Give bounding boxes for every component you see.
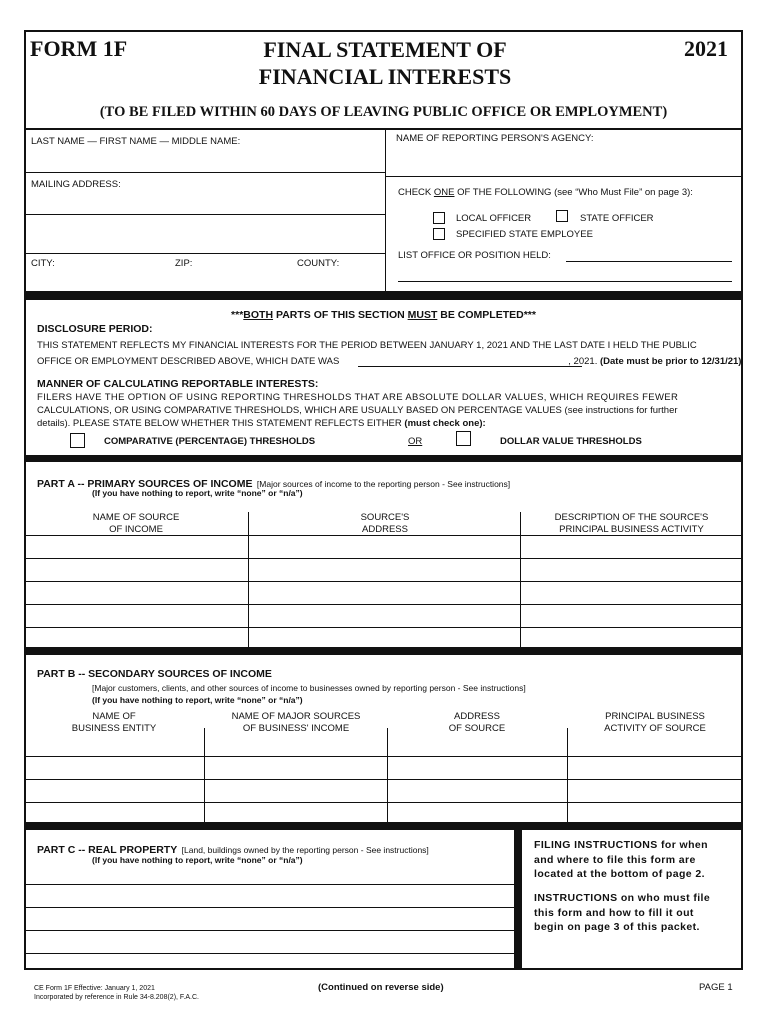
notice-pre: *** (231, 309, 244, 321)
period-date-note: (Date must be prior to 12/31/21) (599, 356, 742, 367)
divider (387, 728, 388, 822)
divider (24, 214, 385, 215)
col-address-l1: SOURCE'S (360, 512, 410, 523)
manner-pre: details). PLEASE STATE BELOW WHETHER THIS STATEMENT REFLECTS EITHER (37, 418, 405, 429)
incorporated-text: Incorporated by reference in Rule 34-8.208(2), F.A.C. (34, 994, 199, 1001)
divider (385, 176, 743, 177)
col-b-activity-l1: PRINCIPAL BUSINESS (605, 711, 705, 722)
effective-text: CE Form 1F Effective: January 1, 2021 (34, 985, 155, 992)
part-c-none-note: (If you have nothing to report, write “none” or “n/a”) (92, 855, 303, 865)
who-l3: begin on page 3 of this packet. (534, 921, 700, 933)
check-post: OF THE FOLLOWING (see “Who Must File” on page 3): (454, 187, 693, 198)
part-c-title: PART C -- REAL PROPERTY (37, 844, 178, 856)
disclosure-period-title: DISCLOSURE PERIOD: (37, 323, 153, 335)
col-address-l2: ADDRESS (362, 524, 408, 535)
manner-text-3 (37, 418, 486, 429)
manner-text-1: FILERS HAVE THE OPTION OF USING REPORTING THRESHOLDS THAT ARE ABSOLUTE DOLLAR VALUES, WHICH REQUIRES FEWER (37, 392, 679, 403)
period-text-2 (37, 356, 741, 367)
part-c-note: [Land, buildings owned by the reporting person - See instructions] (181, 845, 429, 855)
table-row-line (24, 581, 743, 582)
table-row-line (24, 627, 743, 628)
who-l1: INSTRUCTIONS on who must file (534, 892, 711, 904)
section-divider-bar (24, 647, 743, 655)
city-label: CITY: (31, 258, 55, 269)
mailing-address-label: MAILING ADDRESS: (31, 179, 121, 190)
table-row-line (24, 907, 514, 908)
divider (24, 172, 385, 173)
part-b-title: PART B -- SECONDARY SOURCES OF INCOME (37, 668, 272, 680)
divider (24, 128, 743, 130)
section-divider-bar (24, 455, 743, 462)
check-pre: CHECK (398, 187, 434, 198)
position-field[interactable] (566, 261, 732, 262)
form-year: 2021 (684, 36, 728, 61)
zip-label: ZIP: (175, 258, 193, 269)
name-label: LAST NAME — FIRST NAME — MIDDLE NAME: (31, 136, 241, 147)
check-one-emphasis: ONE (433, 187, 455, 198)
who-l2: this form and how to fill it out (534, 906, 694, 919)
table-row-line (24, 779, 743, 780)
part-a-none-note: (If you have nothing to report, write “none” or “n/a”) (92, 488, 303, 498)
position-field-line-2[interactable] (398, 281, 732, 282)
local-officer-label: LOCAL OFFICER (456, 213, 532, 224)
col-sources-l2: OF BUSINESS' INCOME (242, 723, 350, 734)
part-a-note: [Major sources of income to the reporting person - See instructions] (256, 479, 511, 489)
state-officer-checkbox[interactable] (556, 210, 568, 222)
filing-l3: located at the bottom of page 2. (534, 868, 705, 880)
dollar-value-label: DOLLAR VALUE THRESHOLDS (500, 436, 642, 447)
col-activity-l1: DESCRIPTION OF THE SOURCE'S (554, 512, 709, 523)
divider (204, 728, 205, 822)
or-label: OR (408, 436, 423, 447)
table-row-line (24, 535, 743, 536)
state-officer-label: STATE OFFICER (580, 213, 654, 224)
divider (385, 129, 386, 291)
col-entity-l1: NAME OF (92, 711, 136, 722)
title-line-2: FINANCIAL INTERESTS (258, 64, 512, 89)
page-title (200, 36, 570, 90)
table-row-line (24, 802, 743, 803)
notice-post: BE COMPLETED*** (437, 309, 536, 321)
form-id: FORM 1F (30, 36, 128, 61)
col-b-address-l1: ADDRESS (454, 711, 500, 722)
notice-both: BOTH (243, 309, 274, 321)
table-row-line (24, 884, 514, 885)
col-name-l1: NAME OF SOURCE (92, 512, 180, 523)
last-date-field[interactable] (358, 366, 582, 367)
section-divider-bar (24, 822, 743, 830)
position-label: LIST OFFICE OR POSITION HELD: (398, 250, 551, 261)
period-pre: OFFICE OR EMPLOYMENT DESCRIBED ABOVE, WHICH DATE WAS (37, 356, 340, 367)
form-effective-note (34, 984, 199, 1002)
table-row-line (24, 558, 743, 559)
part-b-col-entity (24, 711, 204, 735)
col-sources-l1: NAME OF MAJOR SOURCES (231, 711, 361, 722)
notice-must: MUST (407, 309, 438, 321)
filing-instructions (534, 838, 708, 882)
county-label: COUNTY: (297, 258, 340, 269)
part-a-title: PART A -- PRIMARY SOURCES OF INCOME (37, 478, 253, 490)
specified-employee-label: SPECIFIED STATE EMPLOYEE (456, 229, 593, 240)
section-divider-bar (24, 291, 743, 300)
both-parts-notice (24, 309, 743, 321)
period-post: , 2021. (568, 356, 600, 367)
instructions-divider (514, 829, 522, 970)
filing-l2: and where to file this form are (534, 853, 696, 866)
table-row-line (24, 953, 514, 954)
specified-employee-checkbox[interactable] (433, 228, 445, 240)
comparative-label: COMPARATIVE (PERCENTAGE) THRESHOLDS (104, 436, 316, 447)
page-number: PAGE 1 (699, 982, 733, 993)
divider (567, 728, 568, 822)
part-b-note: [Major customers, clients, and other sources of income to businesses owned by reporting person - See instructions] (92, 683, 526, 693)
notice-mid: PARTS OF THIS SECTION (273, 309, 408, 321)
part-a-col-name (24, 512, 248, 536)
table-row-line (24, 604, 743, 605)
who-must-file-instructions (534, 891, 710, 935)
period-text-1: THIS STATEMENT REFLECTS MY FINANCIAL INTERESTS FOR THE PERIOD BETWEEN JANUARY 1, 2021 AND THE LAST DATE I HELD THE PUBLIC (37, 340, 697, 351)
title-line-1: FINAL STATEMENT OF (263, 37, 507, 62)
dollar-value-checkbox[interactable] (456, 431, 471, 446)
manner-bold: (must check one): (404, 418, 486, 429)
part-a-col-activity (520, 512, 743, 536)
col-activity-l2: PRINCIPAL BUSINESS ACTIVITY (559, 524, 704, 535)
col-entity-l2: BUSINESS ENTITY (71, 723, 157, 734)
manner-text-2: CALCULATIONS, OR USING COMPARATIVE THRESHOLDS, WHICH ARE USUALLY BASED ON PERCENTAGE VALUES (see instructions for further (37, 405, 678, 416)
divider (24, 253, 385, 254)
part-b-col-address (387, 711, 567, 735)
part-b-col-activity (567, 711, 743, 735)
manner-title: MANNER OF CALCULATING REPORTABLE INTERESTS: (37, 378, 319, 390)
agency-label: NAME OF REPORTING PERSON'S AGENCY: (396, 133, 594, 144)
part-b-col-sources (205, 711, 387, 735)
filing-l1: FILING INSTRUCTIONS for when (534, 839, 708, 851)
part-b-none-note: (If you have nothing to report, write “none” or “n/a”) (92, 695, 303, 705)
table-row-line (24, 756, 743, 757)
local-officer-checkbox[interactable] (433, 212, 445, 224)
part-a-col-address (250, 512, 520, 536)
comparative-checkbox[interactable] (70, 433, 85, 448)
table-row-line (24, 930, 514, 931)
check-one-instruction (398, 187, 693, 198)
col-b-activity-l2: ACTIVITY OF SOURCE (604, 723, 706, 734)
col-name-l2: OF INCOME (109, 524, 163, 535)
form-subtitle: (TO BE FILED WITHIN 60 DAYS OF LEAVING PUBLIC OFFICE OR EMPLOYMENT) (99, 104, 668, 120)
continued-note: (Continued on reverse side) (318, 982, 444, 993)
col-b-address-l2: OF SOURCE (448, 723, 506, 734)
